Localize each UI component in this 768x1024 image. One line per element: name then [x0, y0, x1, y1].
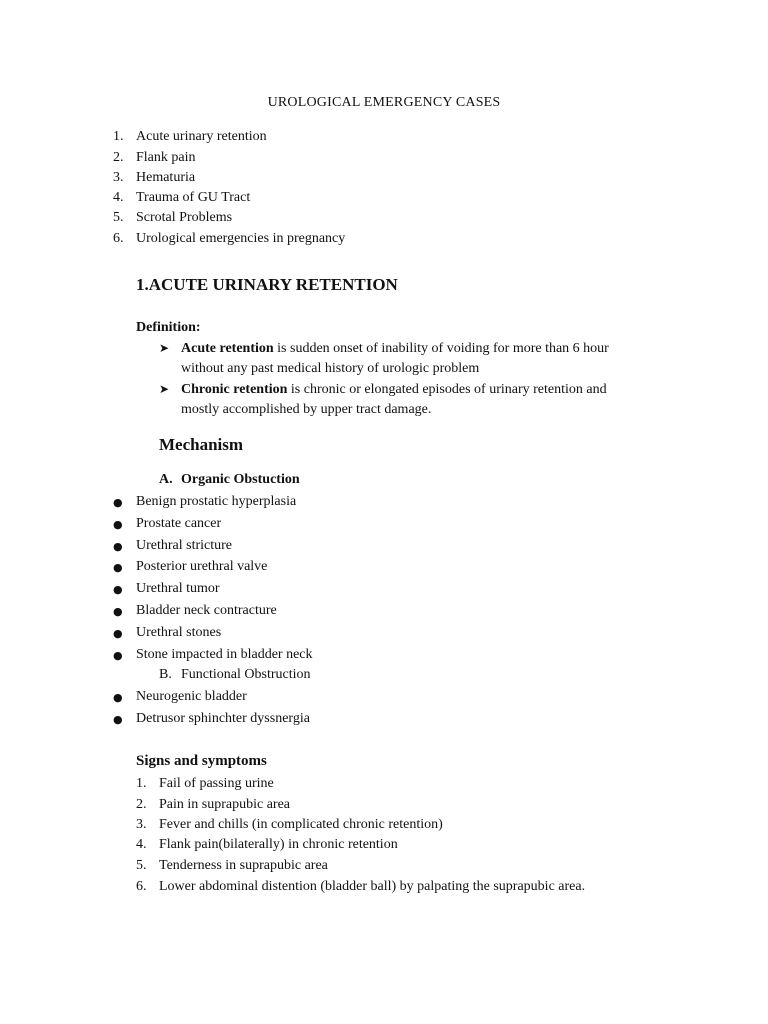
toc-number: 1. [113, 129, 124, 144]
bullet-icon: ● [113, 627, 123, 640]
bullet-icon: ● [113, 496, 123, 509]
bullet-icon: ● [113, 649, 123, 662]
definition-line [181, 340, 609, 357]
toc-item: Flank pain [136, 150, 196, 165]
bullet-icon: ● [113, 561, 123, 574]
definition-line [181, 381, 607, 398]
toc-item: Hematuria [136, 170, 196, 185]
bullet-icon: ● [113, 605, 123, 618]
definition-term: Acute retention [181, 341, 274, 356]
signs-number: 4. [136, 837, 147, 852]
toc-number: 2. [113, 150, 124, 165]
signs-number: 5. [136, 858, 147, 873]
list-item: Bladder neck contracture [136, 603, 277, 618]
bullet-icon: ● [113, 583, 123, 596]
definition-line: without any past medical history of urologic problem [181, 361, 480, 376]
bullet-icon: ● [113, 540, 123, 553]
section-heading: 1.ACUTE URINARY RETENTION [136, 275, 398, 294]
list-item: Urethral tumor [136, 581, 220, 596]
bullet-icon: ● [113, 518, 123, 531]
signs-item: Pain in suprapubic area [159, 797, 291, 812]
subsection-label: Organic Obstuction [181, 472, 300, 487]
mechanism-heading: Mechanism [159, 435, 244, 454]
subsection-letter: A. [159, 472, 173, 487]
signs-item: Lower abdominal distention (bladder ball) by palpating the suprapubic area. [159, 879, 586, 894]
definition-line: mostly accomplished by upper tract damage. [181, 402, 432, 417]
toc-number: 6. [113, 231, 124, 246]
toc-item: Scrotal Problems [136, 210, 233, 225]
toc-number: 4. [113, 190, 124, 205]
list-item: Stone impacted in bladder neck [136, 647, 313, 662]
definition-label: Definition: [136, 320, 201, 335]
toc-number: 5. [113, 210, 124, 225]
list-item: Urethral stricture [136, 538, 233, 553]
definition-text: is sudden onset of inability of voiding for more than 6 hour [273, 341, 609, 356]
list-item: Benign prostatic hyperplasia [136, 494, 297, 509]
signs-number: 2. [136, 797, 147, 812]
arrow-bullet-icon: ➤ [159, 382, 170, 396]
toc-item: Acute urinary retention [136, 129, 267, 144]
arrow-bullet-icon: ➤ [159, 341, 170, 355]
toc-number: 3. [113, 170, 124, 185]
bullet-icon: ● [113, 691, 123, 704]
signs-number: 1. [136, 776, 147, 791]
signs-number: 3. [136, 817, 147, 832]
signs-number: 6. [136, 879, 147, 894]
bullet-icon: ● [113, 713, 123, 726]
signs-item: Tenderness in suprapubic area [159, 858, 328, 873]
list-item: Detrusor sphinchter dyssnergia [136, 711, 310, 726]
definition-text: is chronic or elongated episodes of urinary retention and [287, 382, 607, 397]
toc-item: Trauma of GU Tract [136, 190, 251, 205]
list-item: Urethral stones [136, 625, 222, 640]
page-title: UROLOGICAL EMERGENCY CASES [267, 95, 501, 110]
toc-item: Urological emergencies in pregnancy [136, 231, 346, 246]
signs-item: Fever and chills (in complicated chronic retention) [159, 817, 443, 832]
subsection-label: Functional Obstruction [181, 667, 311, 682]
list-item: Neurogenic bladder [136, 689, 247, 704]
signs-heading: Signs and symptoms [136, 753, 267, 769]
subsection-letter: B. [159, 667, 172, 682]
list-item: Prostate cancer [136, 516, 222, 531]
list-item: Posterior urethral valve [136, 559, 268, 574]
signs-item: Fail of passing urine [159, 776, 274, 791]
signs-item: Flank pain(bilaterally) in chronic retention [159, 837, 398, 852]
definition-term: Chronic retention [181, 382, 288, 397]
